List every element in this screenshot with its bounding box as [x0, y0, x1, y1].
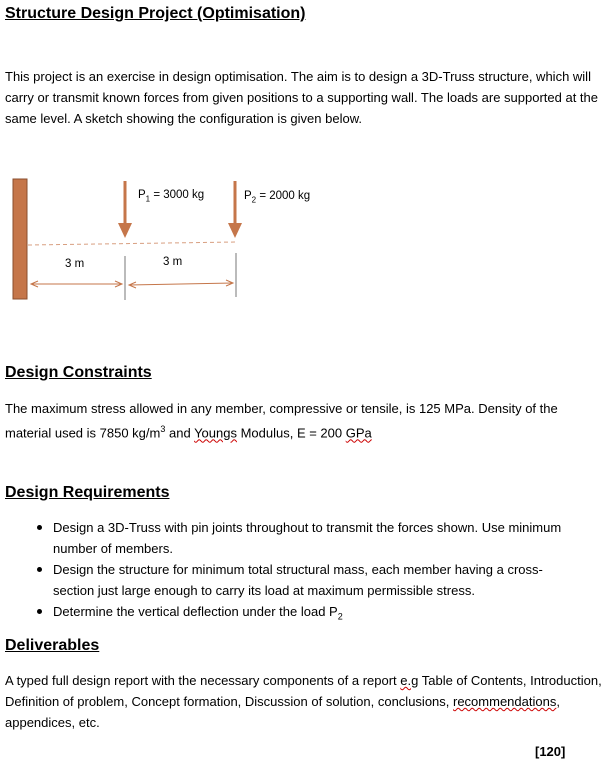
dimension-arrow-1	[31, 281, 122, 287]
list-item: Determine the vertical deflection under the load $P_2$	[5, 601, 583, 628]
p2-label: $P_2 = 2000$ kg	[244, 190, 311, 205]
beam-dashed-line	[28, 242, 237, 245]
dimension-arrow-2	[129, 280, 233, 288]
p2-arrow	[228, 181, 242, 238]
page-title: Structure Design Project (Optimisation)	[5, 5, 306, 22]
intro-paragraph: This project is an exercise in design optimisation. The aim is to design a 3D-Truss structure, which will carry or transmit known forces from given positions to a supporting wall. The loads are supported at the same level. A sketch showing the configuration is given below.	[5, 69, 598, 126]
constraints-paragraph: The maximum stress allowed in any member, compressive or tensile, is 125 MPa. Density of the material used is 7850 $kg/m^3$ and Youngs Modulus, E = 200 GPa	[5, 401, 558, 441]
deliverables-paragraph: A typed full design report with the necessary components of a report e.g Table of Contents, Introduction, Definition of problem, Concept formation, Discussion of solution, conclusions, recommendations, appendices, etc.	[5, 673, 602, 730]
loading-diagram	[0, 170, 340, 310]
wall	[13, 179, 27, 299]
list-item: Design the structure for minimum total structural mass, each member having a cross-section just large enough to carry its load at maximum permissible stress.	[5, 559, 583, 601]
dimension-label-1: 3 m	[65, 258, 85, 270]
dimension-label-2: 3 m	[163, 256, 183, 268]
p1-arrow	[118, 181, 132, 238]
list-item: Design a 3D-Truss with pin joints throughout to transmit the forces shown. Use minimum number of members.	[5, 517, 583, 559]
marks-label: [120]	[535, 744, 566, 759]
constraints-heading: Design Constraints	[5, 364, 152, 381]
deliverables-heading: Deliverables	[5, 637, 100, 654]
requirements-list	[5, 517, 583, 628]
requirements-heading: Design Requirements	[5, 484, 170, 501]
p1-label: $P_1 = 3000$ kg	[138, 189, 205, 204]
